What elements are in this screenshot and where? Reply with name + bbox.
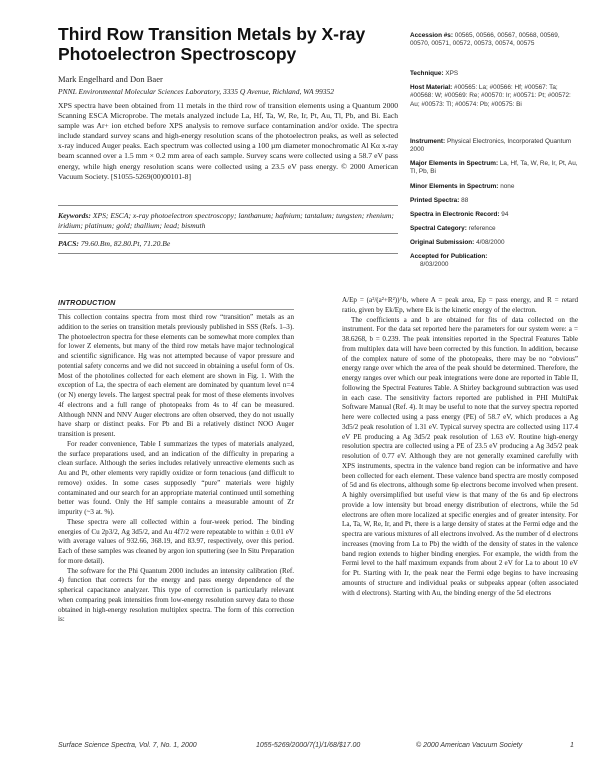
original-submission-block: Original Submission: 4/08/2000 xyxy=(410,239,505,246)
divider xyxy=(58,233,398,234)
divider xyxy=(58,253,398,254)
paragraph: These spectra were all collected within a four-week period. The binding energies of Cu 2p3/2, Ag 3d5/2, and Au 4f7/2 were repeatable to within ± 0.01 eV with average values of 932.66, 368.19, and 83.97, respectively, over this period. Each of these samples was cleaned by argon ion sputtering (see In Situ Preparation for more detail). xyxy=(58,517,294,565)
abstract: XPS spectra have been obtained from 11 metals in the third row of transition elements using a Quantum 2000 Scanning ESCA Microprobe. The metals analyzed include La, Hf, Ta, W, Re, Ir, Pt, Au, Tl, Pb, and Bi. Each sample was Ar+ ion etched before XPS analysis to remove surface contamination and/or oxide. The spectra include standard survey scans and high-energy resolution scans of the photoelectron peaks, as well as selected x-ray induced Auger peaks. Each spectrum was collected using a 100 µm diameter monochromatic Al Kα x-ray beam scanned over a 1.5 mm × 0.2 mm area of each sample. Survey scans were collected using a 58.7 eV pass energy, while high energy resolution scans were collected using a 23.5 eV pass energy. © 2000 American Vacuum Society. [S1055-5269(00)00101-8] xyxy=(58,101,398,181)
authors: Mark Engelhard and Don Baer xyxy=(58,74,163,84)
accession-block: Accession #s: 00565, 00566, 00567, 00568, 00569, 00570, 00571, 00572, 00573, 00574, 00575 xyxy=(410,32,560,48)
paragraph: The coefficients a and b are obtained for fits of data collected on the instrument. For the data set reported here the parameters for our system were: a = 38.6268, b = 0.239. The peak intensities reported in the Spectral Features Table from multiplex data will have been corrected by this function. In addition, because of the complex nature of some of the photopeaks, there may be no “obvious” energy range over which the area of the peak should be determined. Therefore, the energy ranges over which our peak integrations were done are reported in Table II, following the Spectral Features Table. A Shirley background subtraction was used in each case. The sensitivity factors reported are published in PHI MultiPak Software Manual (Ref. 4). It may be useful to note that the survey spectra reported here were collected using a pass energy (PE) of 58.7 eV, which produces a Ag 3d5/2 peak resolution of 1.31 eV. Typical survey spectra are collected using 117.4 eV PE producing a Ag 3d5/2 peak resolution of 1.63 eV. Routine high-energy resolution spectra are collected using a PE of 23.5 eV producing a Ag 3d5/2 peak resolution of 0.77 eV. Although they are not generally examined carefully with XPS instruments, spectra in the valence band region can be informative and have been collected for each element. These valence band spectra are mostly composed of 5d and 6s electrons, although some 6p electrons become involved when present. A highly oversimplified but useful view is that many of the 6s and 6p electrons provide a low intensity but broad energy distribution of electrons, while the 5d electrons are often more localized at specific energies and of greater intensity. For La, Ta, W, Re, Ir, and Pt, there is a large density of states at the Fermi edge and the spectra are various mixtures of all electrons involved. As the number of d electrons increases (moving from La to Pb) the width of the density of states in the valence band region extends to higher binding energies. For example, the width from the Fermi level to the half maximum expands from about 2 eV for La to about 10 eV for Pt. Starting with Ir, the peak near the Fermi edge begins to have increasing amounts of structure and individual peaks or subpeaks appear (often associated with d electrons). Starting with Au, the binding energy of the 5d electrons xyxy=(342,315,578,597)
footer-copyright: © 2000 American Vacuum Society xyxy=(416,742,523,749)
printed-spectra-block: Printed Spectra: 88 xyxy=(410,197,469,204)
left-column xyxy=(58,313,294,625)
paragraph: This collection contains spectra from most third row “transition” metals as an addition to the series on transition metals previously published in SSS (Refs. 1–3). The photoelectron spectra for these elements can be somewhat more complex than for lower Z elements, but many of the third row metals have major technological and scientific significance. Hg was not attempted because of vapor pressure and potential safety concerns and we did not succeed in obtaining a useful form of Os. Most of the photolines collected for each element are shown in Fig. 1. With the exception of La, the spectra of each element are dominated by quantum level n=4 (or N) energy levels. The largest spectral peak for most of these elements involves 4f electrons and a full range of photopeaks from 4s to 4f can be measured. Although NNN and NNV Auger electrons are often observed, they do not usually have sharp or distinct peaks. For Pb and Bi a relatively distinct NOO Auger transition is present. xyxy=(58,313,294,438)
minor-elements-block: Minor Elements in Spectrum: none xyxy=(410,183,515,190)
paper-title: Third Row Transition Metals by X-ray Photoelectron Spectroscopy xyxy=(58,24,366,64)
keywords-text: XPS; ESCA; x-ray photoelectron spectroscopy; lanthanum; hafnium; tantalum; tungsten; rhenium; iridium; platinum; gold; thallium; lead; bismuth xyxy=(58,211,394,231)
accepted-block: Accepted for Publication: 8/03/2000 xyxy=(410,253,488,269)
pacs-codes: 79.60.Bm, 82.80.Pt, 71.20.Be xyxy=(80,239,171,248)
section-heading-introduction: INTRODUCTION xyxy=(58,298,294,310)
host-material-block: Host Material: #00565: La; #00566: Hf; #00567: Ta; #00568: W; #00569: Re; #00570: Ir; #00571: Pt; #00572: Au; #00573: Tl; #00574: Pb; #00575: Bi xyxy=(410,84,571,108)
technique-block: Technique: XPS xyxy=(410,70,459,77)
divider xyxy=(58,205,398,206)
pacs-label: PACS: xyxy=(58,239,79,248)
keywords-label: Keywords: xyxy=(58,211,91,220)
paragraph: A/Ep = (a²/(a²+R²))^b, where A = peak area, Ep = pass energy, and R = retard ratio, given by Ek/Ep, where Ek is the kinetic energy of the electron. xyxy=(342,296,578,314)
keywords xyxy=(58,211,398,231)
paragraph: For reader convenience, Table I summarizes the types of materials analyzed, the surface preparations used, and an indication of the difficulty in preparing a clean surface. Although the series includes relatively unreactive elements such as Au and Pt, other elements very rapidly oxidize or form tenacious (and difficult to remove) oxides. In some cases supposedly “pure” materials were highly contaminated and our search for an appropriate material continued until something better was found. Only the Hf sample contains a measurable amount of Zr impurity (~3 at. %). xyxy=(58,439,294,516)
affiliation: PNNL Environmental Molecular Sciences Laboratory, 3335 Q Avenue, Richland, WA 99352 xyxy=(58,87,335,96)
footer-journal: Surface Science Spectra, Vol. 7, No. 1, 2000 xyxy=(58,742,197,749)
right-column xyxy=(342,296,578,598)
spectral-category-block: Spectral Category: reference xyxy=(410,225,496,232)
page-footer xyxy=(58,742,578,754)
electronic-record-block: Spectra in Electronic Record: 94 xyxy=(410,211,509,218)
instrument-block: Instrument: Physical Electronics, Incorporated Quantum 2000 xyxy=(410,138,572,154)
page-number: 1 xyxy=(570,742,574,749)
footer-code: 1055-5269/2000/7(1)/1/68/$17.00 xyxy=(256,742,361,749)
major-elements-block: Major Elements in Spectrum: La, Hf, Ta, W, Re, Ir, Pt, Au, Tl, Pb, Bi xyxy=(410,160,578,176)
paragraph: The software for the Phi Quantum 2000 includes an intensity calibration (Ref. 4) function that corrects for the energy and pass energy dependence of the spherical capacitance analyzer. This type of correction is particularly relevant when comparing peak intensities from low-energy resolution survey data to those obtained in high-energy resolution multiplex spectra. The form of this correction is: xyxy=(58,566,294,624)
pacs xyxy=(58,239,170,248)
